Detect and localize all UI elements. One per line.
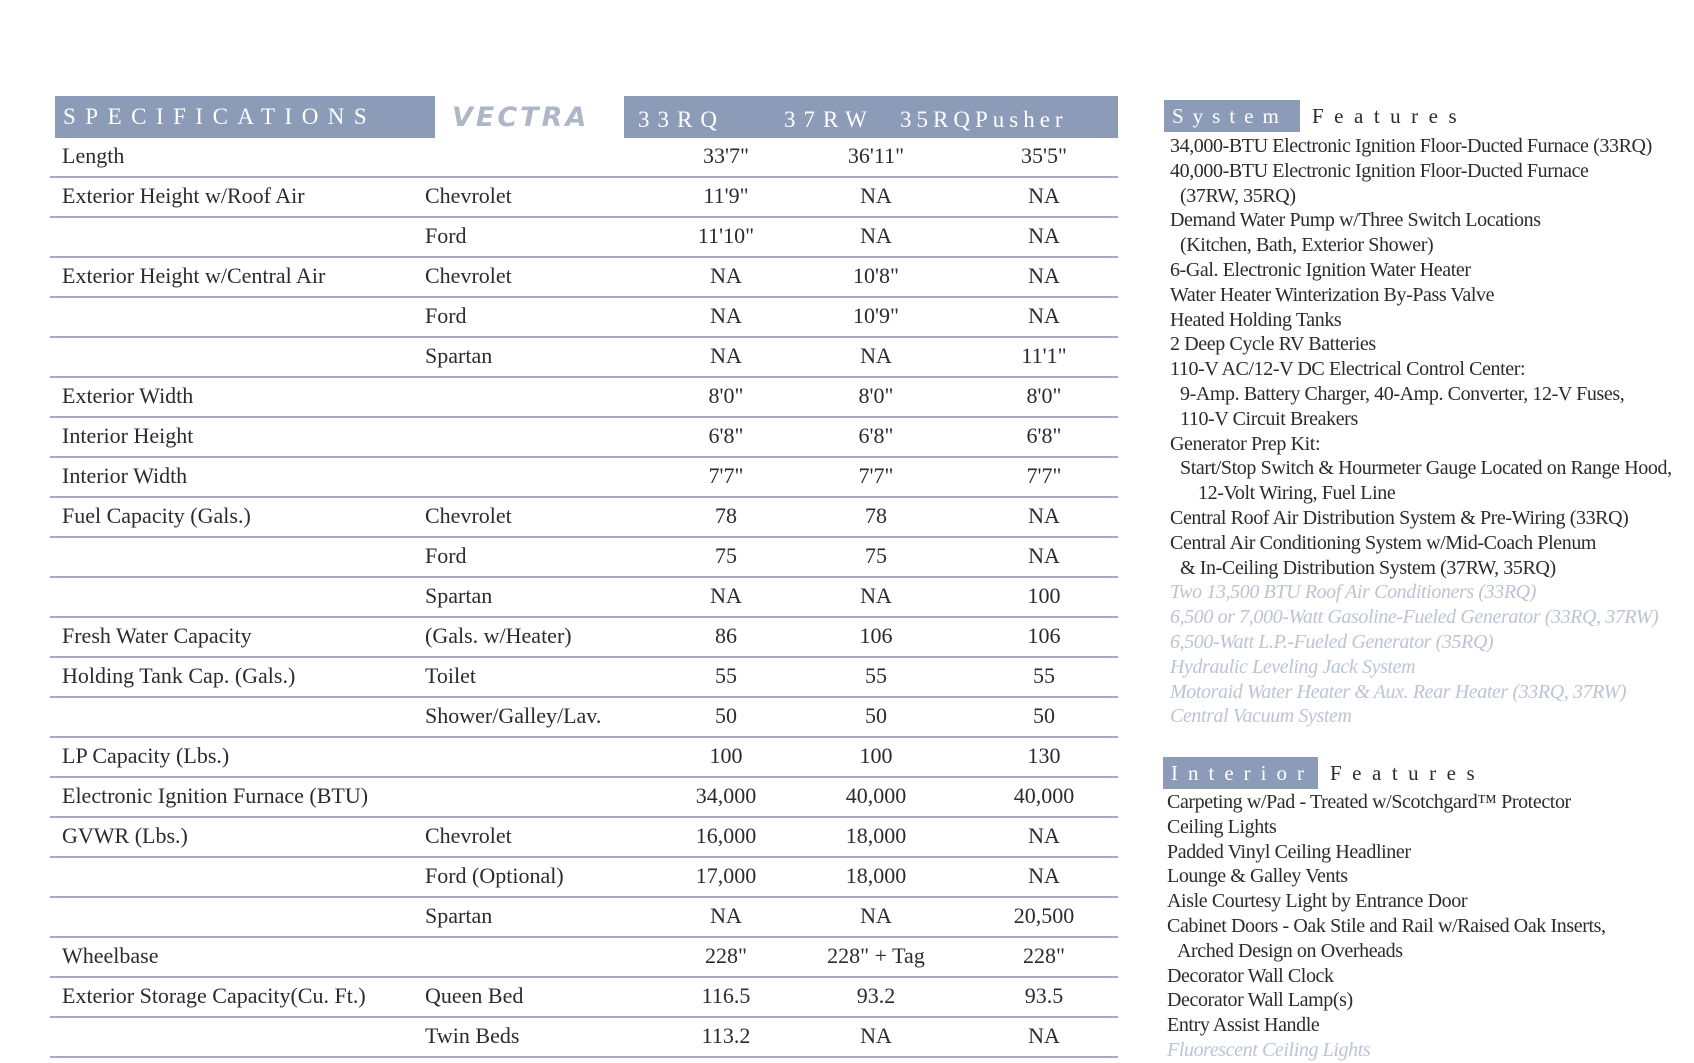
spec-value-33rq: 16,000 <box>695 823 757 848</box>
spec-value-35rq-pusher: NA <box>1028 863 1060 888</box>
spec-label: Fuel Capacity (Gals.) <box>62 503 251 528</box>
spec-value-35rq-pusher: 40,000 <box>1013 783 1075 808</box>
spec-row <box>50 778 1118 818</box>
spec-row <box>50 618 1118 658</box>
spec-value-37rw: 75 <box>865 543 887 568</box>
system-feature-item: Demand Water Pump w/Three Switch Locations <box>1170 209 1541 232</box>
spec-value-33rq: 17,000 <box>695 863 757 888</box>
system-feature-item: Generator Prep Kit: <box>1170 432 1321 455</box>
spec-value-33rq: 116.5 <box>701 983 751 1008</box>
system-features-word: Features <box>1312 104 1468 128</box>
spec-value-35rq-pusher: 106 <box>1027 623 1061 648</box>
spec-row <box>50 498 1118 538</box>
system-feature-item: & In-Ceiling Distribution System (37RW, 35RQ) <box>1180 556 1556 579</box>
interior-feature-item: Decorator Wall Clock <box>1167 964 1334 987</box>
system-feature-optional-item: Two 13,500 BTU Roof Air Conditioners (33RQ) <box>1170 581 1536 604</box>
system-feature-optional-item: Central Vacuum System <box>1170 705 1352 728</box>
spec-label: Exterior Height w/Central Air <box>62 263 326 288</box>
spec-value-33rq: 11'9" <box>703 183 749 208</box>
spec-value-35rq-pusher: NA <box>1028 1023 1060 1048</box>
system-feature-item: Central Roof Air Distribution System & Pre-Wiring (33RQ) <box>1170 506 1629 529</box>
vectra-logo: VECTRA <box>452 102 590 133</box>
system-feature-optional-item: 6,500-Watt L.P.-Fueled Generator (35RQ) <box>1170 630 1494 653</box>
spec-label: Exterior Width <box>62 383 194 408</box>
spec-row <box>50 938 1118 978</box>
spec-value-33rq: 75 <box>715 543 737 568</box>
spec-value-37rw: NA <box>860 183 892 208</box>
spec-value-37rw: NA <box>860 343 892 368</box>
spec-label: Length <box>62 143 125 168</box>
interior-feature-optional-item: Fluorescent Ceiling Lights <box>1167 1038 1371 1061</box>
spec-value-35rq-pusher: 8'0" <box>1026 383 1062 408</box>
spec-value-37rw: 10'8" <box>853 263 899 288</box>
spec-value-33rq: 86 <box>715 623 737 648</box>
spec-label: Electronic Ignition Furnace (BTU) <box>62 783 369 808</box>
spec-value-35rq-pusher: NA <box>1028 823 1060 848</box>
spec-sublabel: Spartan <box>425 903 493 928</box>
interior-feature-item: Ceiling Lights <box>1167 815 1277 838</box>
spec-sublabel: Ford <box>425 223 467 248</box>
spec-value-33rq: 78 <box>715 503 737 528</box>
spec-value-35rq-pusher: 93.5 <box>1024 983 1064 1008</box>
spec-value-35rq-pusher: 100 <box>1027 583 1061 608</box>
spec-sublabel: Chevrolet <box>425 823 512 848</box>
system-feature-item: Heated Holding Tanks <box>1170 308 1342 331</box>
system-feature-item: 9-Amp. Battery Charger, 40-Amp. Converter, 12-V Fuses, <box>1180 382 1625 405</box>
spec-value-37rw: 78 <box>865 503 887 528</box>
spec-value-37rw: 18,000 <box>845 823 907 848</box>
spec-row <box>50 298 1118 338</box>
system-feature-optional-item: 6,500 or 7,000-Watt Gasoline-Fueled Generator (33RQ, 37RW) <box>1170 606 1659 629</box>
spec-value-33rq: NA <box>710 303 742 328</box>
spec-sublabel: Chevrolet <box>425 263 512 288</box>
specifications-title: SPECIFICATIONS <box>55 96 435 138</box>
spec-row <box>50 418 1118 458</box>
spec-label: Fresh Water Capacity <box>62 623 252 648</box>
spec-sublabel: Twin Beds <box>425 1023 520 1048</box>
spec-value-37rw: NA <box>860 583 892 608</box>
spec-row <box>50 378 1118 418</box>
spec-value-35rq-pusher: 20,500 <box>1013 903 1075 928</box>
spec-row <box>50 898 1118 938</box>
spec-value-33rq: NA <box>710 903 742 928</box>
interior-feature-item: Entry Assist Handle <box>1167 1014 1320 1037</box>
spec-sublabel: Spartan <box>425 583 493 608</box>
spec-label: Exterior Storage Capacity(Cu. Ft.) <box>62 983 366 1008</box>
spec-value-37rw: 93.2 <box>856 983 896 1008</box>
spec-value-37rw: 40,000 <box>845 783 907 808</box>
interior-features-heading <box>1163 757 1485 789</box>
spec-value-35rq-pusher: 35'5" <box>1021 143 1067 168</box>
spec-value-37rw: 18,000 <box>845 863 907 888</box>
spec-value-37rw: NA <box>860 1023 892 1048</box>
interior-feature-item: Arched Design on Overheads <box>1177 939 1403 962</box>
spec-label: Interior Width <box>62 463 188 488</box>
interior-feature-item: Decorator Wall Lamp(s) <box>1167 989 1353 1012</box>
spec-value-33rq: NA <box>710 583 742 608</box>
spec-value-35rq-pusher: 50 <box>1033 703 1055 728</box>
spec-sublabel: Chevrolet <box>425 503 512 528</box>
spec-value-37rw: 55 <box>865 663 887 688</box>
spec-value-33rq: 8'0" <box>708 383 744 408</box>
spec-value-33rq: NA <box>710 263 742 288</box>
system-feature-item: Start/Stop Switch & Hourmeter Gauge Located on Range Hood, <box>1180 457 1672 480</box>
spec-value-35rq-pusher: 11'1" <box>1021 343 1067 368</box>
spec-value-35rq-pusher: NA <box>1028 303 1060 328</box>
spec-row <box>50 658 1118 698</box>
spec-value-33rq: 7'7" <box>708 463 744 488</box>
spec-value-35rq-pusher: 7'7" <box>1026 463 1062 488</box>
spec-value-33rq: 11'10" <box>697 223 755 248</box>
spec-row <box>50 538 1118 578</box>
interior-feature-item: Carpeting w/Pad - Treated w/Scotchgard™ Protector <box>1167 791 1571 813</box>
specifications-header <box>50 96 1118 138</box>
spec-sublabel: Ford <box>425 543 467 568</box>
spec-value-37rw: NA <box>860 903 892 928</box>
interior-feature-item: Cabinet Doors - Oak Stile and Rail w/Raised Oak Inserts, <box>1167 914 1606 937</box>
model-header-37rw: 37RW <box>784 107 875 132</box>
spec-sublabel: Spartan <box>425 343 493 368</box>
spec-value-33rq: 55 <box>715 663 737 688</box>
spec-value-33rq: 34,000 <box>695 783 757 808</box>
model-header-35rq-pusher: 35RQPusher <box>900 107 1068 132</box>
system-feature-optional-item: Hydraulic Leveling Jack System <box>1170 655 1416 678</box>
spec-row <box>50 458 1118 498</box>
system-feature-item: (37RW, 35RQ) <box>1180 184 1296 207</box>
spec-row <box>50 738 1118 778</box>
spec-row <box>50 858 1118 898</box>
spec-value-37rw: 100 <box>859 743 893 768</box>
spec-value-37rw: 6'8" <box>858 423 894 448</box>
spec-value-37rw: 7'7" <box>858 463 894 488</box>
spec-value-35rq-pusher: NA <box>1028 223 1060 248</box>
spec-sublabel: (Gals. w/Heater) <box>425 623 572 648</box>
spec-sublabel: Chevrolet <box>425 183 512 208</box>
interior-features-tag: Interior <box>1163 757 1318 789</box>
system-feature-item: 110-V AC/12-V DC Electrical Control Center: <box>1170 358 1526 381</box>
spec-row <box>50 258 1118 298</box>
spec-label: Interior Height <box>62 423 194 448</box>
model-header-33rq: 33RQ <box>638 107 725 132</box>
spec-row <box>50 818 1118 858</box>
spec-sublabel: Ford <box>425 303 467 328</box>
spec-value-33rq: 113.2 <box>701 1023 751 1048</box>
spec-row <box>50 218 1118 258</box>
specifications-table <box>50 96 1118 1058</box>
spec-label: Exterior Height w/Roof Air <box>62 183 305 208</box>
spec-value-35rq-pusher: NA <box>1028 183 1060 208</box>
system-feature-item: 2 Deep Cycle RV Batteries <box>1170 333 1376 356</box>
spec-value-33rq: 33'7" <box>703 143 749 168</box>
system-feature-item: 40,000-BTU Electronic Ignition Floor-Ducted Furnace <box>1170 159 1589 182</box>
system-feature-item: Water Heater Winterization By-Pass Valve <box>1170 283 1495 306</box>
system-feature-item: (Kitchen, Bath, Exterior Shower) <box>1180 234 1434 257</box>
spec-value-37rw: 10'9" <box>853 303 899 328</box>
spec-value-35rq-pusher: 228" <box>1023 943 1065 968</box>
spec-row <box>50 978 1118 1018</box>
system-feature-item: 110-V Circuit Breakers <box>1180 407 1358 430</box>
interior-features-word: Features <box>1330 761 1486 785</box>
spec-value-35rq-pusher: 130 <box>1027 743 1061 768</box>
spec-sublabel: Toilet <box>425 663 477 688</box>
specifications-rows <box>50 138 1118 1058</box>
spec-row <box>50 138 1118 178</box>
spec-label: Holding Tank Cap. (Gals.) <box>62 663 296 688</box>
spec-row <box>50 178 1118 218</box>
spec-row <box>50 1018 1118 1058</box>
spec-value-33rq: 50 <box>715 703 737 728</box>
model-header-bar <box>624 96 1118 138</box>
spec-row <box>50 338 1118 378</box>
spec-sublabel: Queen Bed <box>425 983 524 1008</box>
spec-value-33rq: 228" <box>705 943 747 968</box>
system-feature-item: 12-Volt Wiring, Fuel Line <box>1198 482 1396 505</box>
system-features-heading <box>1164 100 1467 132</box>
spec-value-35rq-pusher: 6'8" <box>1026 423 1062 448</box>
system-features-tag: System <box>1164 100 1300 132</box>
system-feature-item: 34,000-BTU Electronic Ignition Floor-Ducted Furnace (33RQ) <box>1170 135 1652 157</box>
system-features-list <box>1170 134 1680 729</box>
spec-value-33rq: 100 <box>709 743 743 768</box>
spec-value-37rw: 228" + Tag <box>827 943 925 968</box>
spec-value-33rq: NA <box>710 343 742 368</box>
spec-label: LP Capacity (Lbs.) <box>62 743 230 768</box>
interior-feature-item: Padded Vinyl Ceiling Headliner <box>1167 840 1411 863</box>
spec-sublabel: Shower/Galley/Lav. <box>425 703 602 728</box>
spec-value-35rq-pusher: 55 <box>1033 663 1055 688</box>
spec-value-35rq-pusher: NA <box>1028 503 1060 528</box>
spec-value-37rw: 8'0" <box>858 383 894 408</box>
system-feature-item: Central Air Conditioning System w/Mid-Coach Plenum <box>1170 531 1597 554</box>
spec-sublabel: Ford (Optional) <box>425 863 564 888</box>
interior-feature-item: Aisle Courtesy Light by Entrance Door <box>1167 890 1468 913</box>
system-feature-optional-item: Motoraid Water Heater & Aux. Rear Heater (33RQ, 37RW) <box>1170 680 1627 703</box>
spec-row <box>50 698 1118 738</box>
system-feature-item: 6-Gal. Electronic Ignition Water Heater <box>1170 258 1471 281</box>
spec-value-35rq-pusher: NA <box>1028 543 1060 568</box>
interior-feature-item: Lounge & Galley Vents <box>1167 865 1348 888</box>
interior-features-list <box>1167 790 1677 1063</box>
spec-value-37rw: 50 <box>865 703 887 728</box>
spec-value-37rw: NA <box>860 223 892 248</box>
spec-label: Wheelbase <box>62 943 159 968</box>
spec-value-35rq-pusher: NA <box>1028 263 1060 288</box>
spec-value-37rw: 106 <box>859 623 893 648</box>
spec-row <box>50 578 1118 618</box>
spec-value-37rw: 36'11" <box>847 143 905 168</box>
spec-label: GVWR (Lbs.) <box>62 823 188 848</box>
spec-value-33rq: 6'8" <box>708 423 744 448</box>
